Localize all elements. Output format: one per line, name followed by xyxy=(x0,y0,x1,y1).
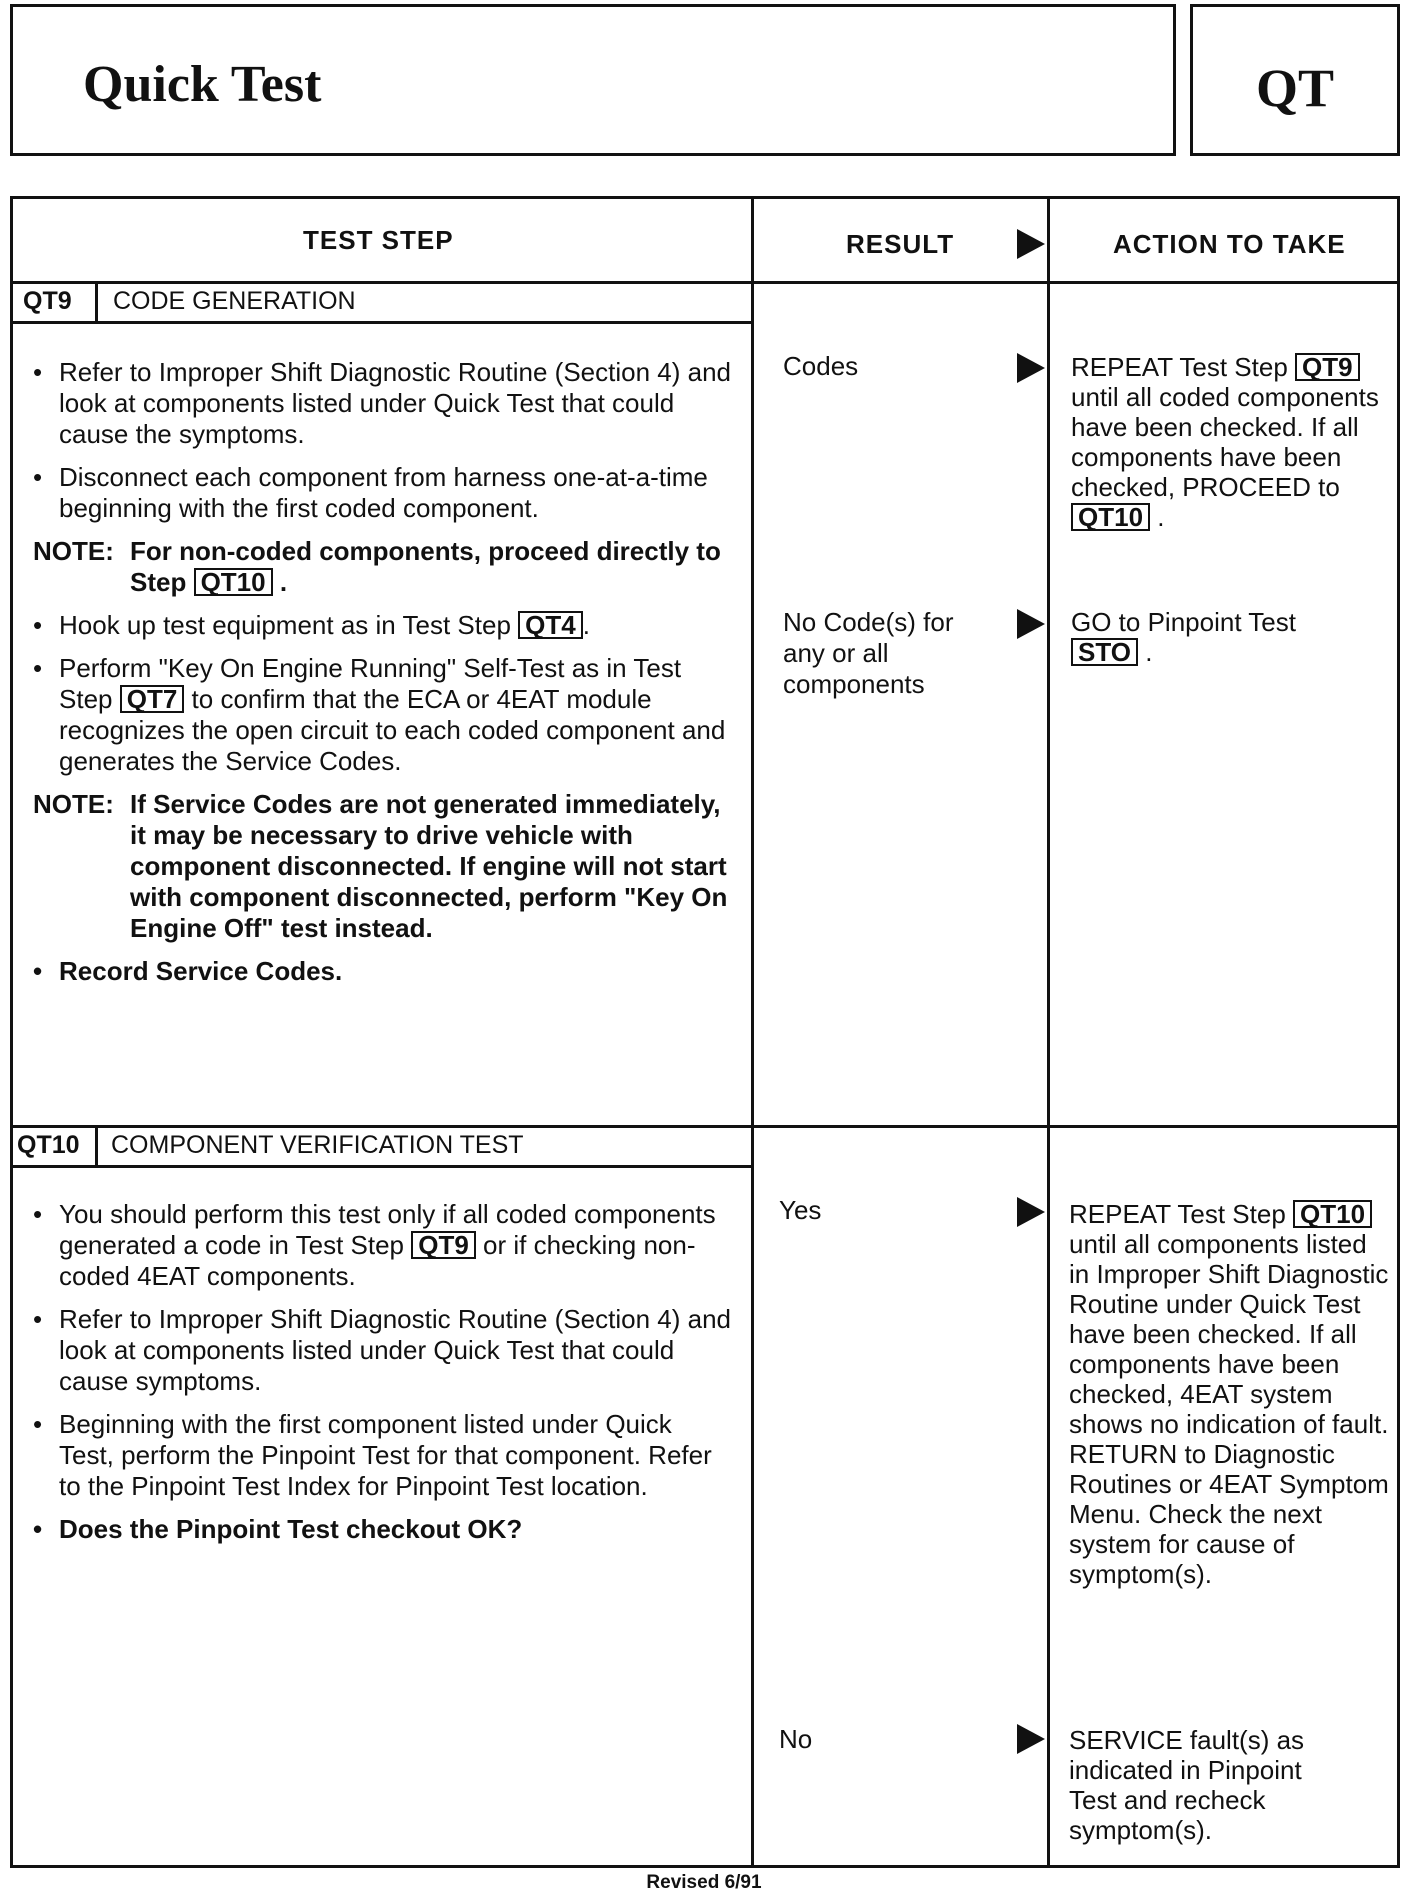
step-ref: QT9 xyxy=(411,1231,476,1259)
step-id-qt9: QT9 xyxy=(23,287,72,315)
divider xyxy=(13,281,1397,284)
action-qt9-no-codes: GO to Pinpoint Test STO . xyxy=(1071,607,1296,667)
list-item: • Refer to Improper Shift Diagnostic Routine (Section 4) and look at components listed under Quick Test that could cause the symptoms. xyxy=(33,357,733,450)
list-item: • Disconnect each component from harness one-at-a-time beginning with the first coded component. xyxy=(33,462,733,524)
arrow-icon xyxy=(1017,229,1045,259)
step-ref: STO xyxy=(1071,638,1138,666)
step-title-qt10: COMPONENT VERIFICATION TEST xyxy=(111,1131,524,1159)
divider xyxy=(95,281,98,321)
section-code: QT xyxy=(1255,58,1335,118)
col-header-result: RESULT xyxy=(846,229,955,259)
result-codes: Codes xyxy=(783,351,859,381)
list-item: • Beginning with the first component listed under Quick Test, perform the Pinpoint Test for that component. Refer to the Pinpoint Test Index for Pinpoint Test location. xyxy=(33,1409,733,1502)
step-ref: QT4 xyxy=(518,611,583,639)
qt10-steps xyxy=(33,1199,733,1557)
arrow-icon xyxy=(1017,1724,1045,1754)
list-item: • Does the Pinpoint Test checkout OK? xyxy=(33,1514,733,1545)
step-ref: QT9 xyxy=(1295,353,1360,381)
arrow-icon xyxy=(1017,353,1045,383)
divider xyxy=(751,199,754,1865)
arrow-icon xyxy=(1017,609,1045,639)
list-item: • Refer to Improper Shift Diagnostic Routine (Section 4) and look at components listed under Quick Test that could cause symptoms. xyxy=(33,1304,733,1397)
divider xyxy=(13,321,751,324)
step-ref: QT10 xyxy=(1071,503,1150,531)
footer-revised: Revised 6/91 xyxy=(646,1872,762,1893)
list-item: • Hook up test equipment as in Test Step QT4 . xyxy=(33,610,733,641)
col-header-test-step: TEST STEP xyxy=(303,225,454,255)
result-no-codes: No Code(s) for any or all components xyxy=(783,607,954,699)
page-title: Quick Test xyxy=(83,56,322,113)
list-item: • Perform "Key On Engine Running" Self-Test as in Test Step QT7 to confirm that the ECA or 4EAT module recognizes the open circuit to each coded component and generates the Service Codes. xyxy=(33,653,733,777)
result-yes: Yes xyxy=(779,1195,822,1225)
action-qt10-no: SERVICE fault(s) as indicated in Pinpoint Test and recheck symptom(s). xyxy=(1069,1725,1305,1845)
list-item: • You should perform this test only if all coded components generated a code in Test Step QT9 or if checking non-coded 4EAT components. xyxy=(33,1199,733,1292)
col-header-action: ACTION TO TAKE xyxy=(1113,229,1346,259)
test-table xyxy=(10,196,1400,1868)
action-qt10-yes: REPEAT Test Step QT10 until all components listed in Improper Shift Diagnostic Routine under Quick Test have been checked. If all components have been checked, 4EAT system shows no indication of fault. RETURN to Diagnostic Routines or 4EAT Symptom Menu. Check the next system for cause of symptom(s). xyxy=(1069,1199,1389,1589)
step-ref: QT10 xyxy=(194,568,273,596)
step-id-qt10: QT10 xyxy=(17,1131,80,1159)
title-box xyxy=(10,4,1176,156)
divider xyxy=(13,1165,751,1168)
note: NOTE: For non-coded components, proceed directly to Step QT10 . xyxy=(33,536,721,597)
divider xyxy=(13,1125,1397,1128)
arrow-icon xyxy=(1017,1197,1045,1227)
step-ref: QT7 xyxy=(120,685,185,713)
step-title-qt9: CODE GENERATION xyxy=(113,287,356,315)
qt9-steps xyxy=(33,357,733,999)
action-qt9-codes: REPEAT Test Step QT9 until all coded components have been checked. If all components have been checked, PROCEED to QT10 . xyxy=(1071,352,1379,532)
step-ref: QT10 xyxy=(1293,1200,1372,1228)
result-no: No xyxy=(779,1724,813,1754)
list-item: • Record Service Codes. xyxy=(33,956,733,987)
divider xyxy=(1047,199,1050,1865)
note: NOTE: If Service Codes are not generated immediately, it may be necessary to drive vehicle with component disconnected. If engine will not start with component disconnected, perform "Key On Engine Off" test instead. xyxy=(33,789,728,943)
divider xyxy=(95,1125,98,1165)
code-box xyxy=(1190,4,1400,156)
